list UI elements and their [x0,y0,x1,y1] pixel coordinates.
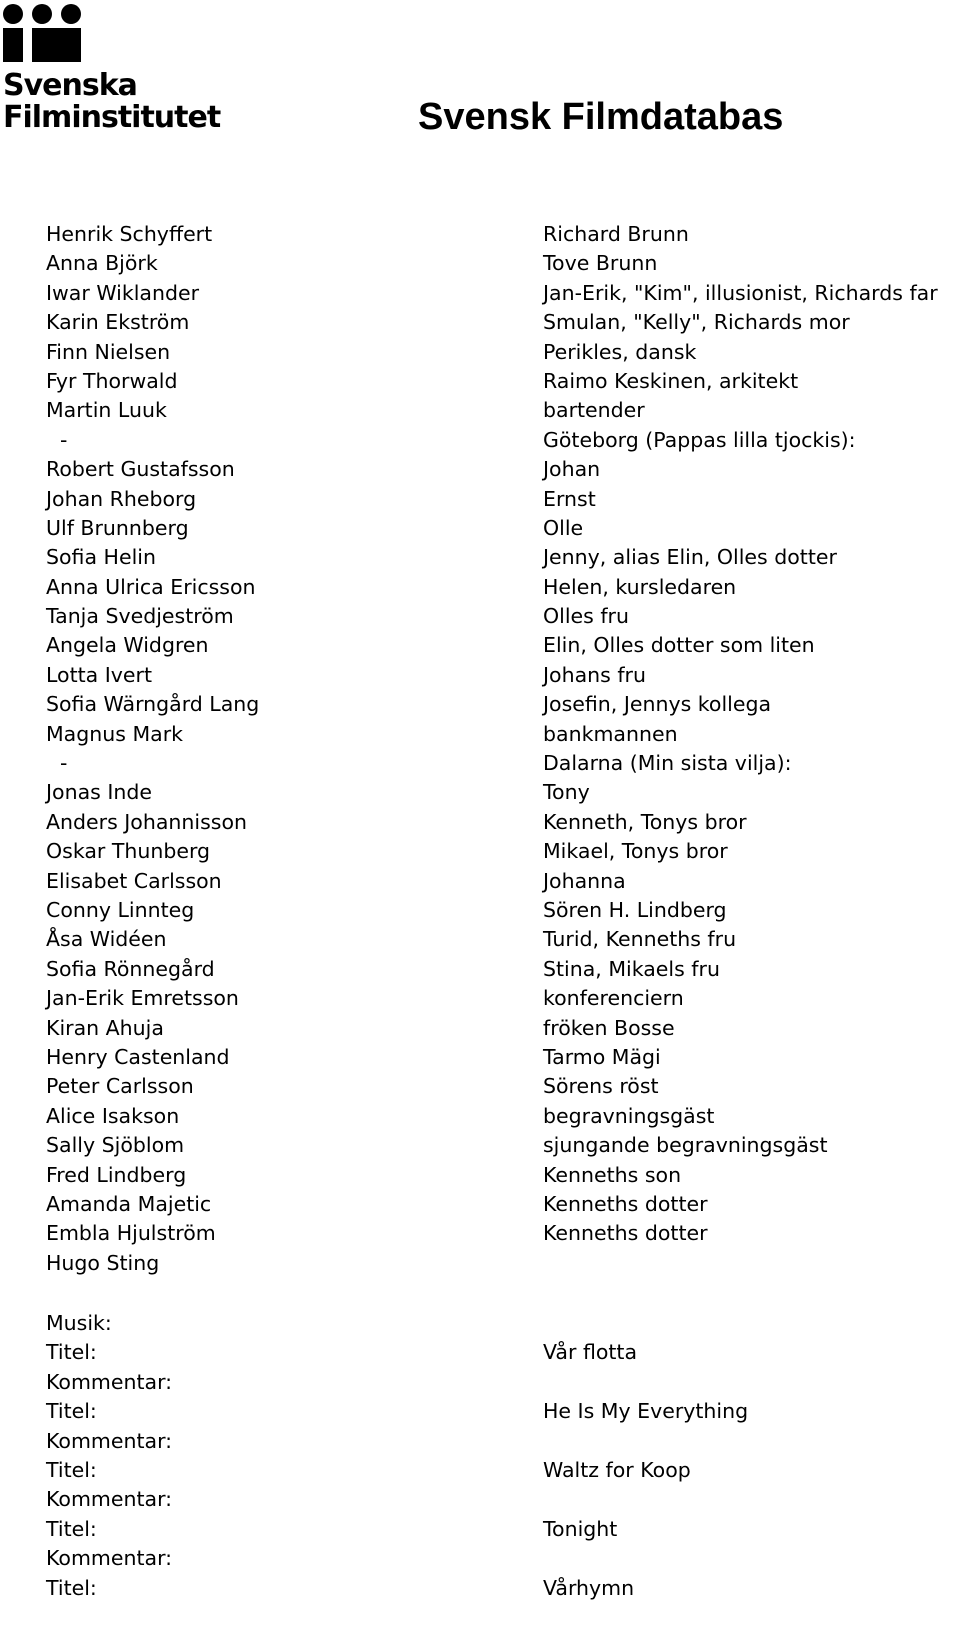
cast-row [0,778,960,807]
role-name: Ernst [543,486,596,511]
actor-name: Karin Ekström [46,310,190,335]
cast-row [0,661,960,690]
role-name: Turid, Kenneths fru [543,927,737,952]
segment-heading: Göteborg (Pappas lilla tjockis): [543,427,856,452]
track-title-label: Titel: [46,1340,97,1365]
role-name: Elin, Olles dotter som liten [543,633,815,658]
cast-row [0,514,960,543]
track-comment-label: Kommentar: [46,1487,173,1512]
actor-name: Robert Gustafsson [46,457,235,482]
role-name: begravningsgäst [543,1103,715,1128]
actor-name: Sally Sjöblom [46,1133,185,1158]
track-title: Vårhymn [543,1575,635,1600]
track-title-label: Titel: [46,1575,97,1600]
cast-row [0,1014,960,1043]
cast-row [0,1219,960,1248]
cast-row [0,455,960,484]
segment-divider-dash: - [60,427,68,452]
music-track [0,1338,960,1397]
actor-name: Sofia Rönnegård [46,956,215,981]
actor-name: Ulf Brunnberg [46,515,189,540]
actor-name: Martin Luuk [46,398,167,423]
music-track [0,1397,960,1456]
role-name: Tarmo Mägi [543,1044,661,1069]
cast-row [0,749,960,778]
actor-name: Magnus Mark [46,721,183,746]
cast-row [0,925,960,954]
cast-row [0,1249,960,1278]
role-name: Olles fru [543,604,629,629]
actor-name: Tanja Svedjeström [46,604,234,629]
music-heading: Musik: [46,1311,112,1335]
actor-name: Fyr Thorwald [46,368,178,393]
cast-row [0,573,960,602]
cast-row [0,543,960,572]
role-name: Sörens röst [543,1074,659,1099]
cast-row [0,602,960,631]
actor-name: Anna Björk [46,251,158,276]
actor-name: Elisabet Carlsson [46,868,222,893]
cast-row [0,367,960,396]
segment-divider-dash: - [60,751,68,776]
cast-row [0,1102,960,1131]
actor-name: Iwar Wiklander [46,280,200,305]
actor-name: Finn Nielsen [46,339,171,364]
actor-name: Lotta Ivert [46,662,153,687]
music-track [0,1515,960,1574]
actor-name: Henrik Schyffert [46,222,213,246]
actor-name: Sofia Helin [46,545,156,570]
actor-name: Åsa Widéen [46,927,167,952]
actor-name: Jan-Erik Emretsson [46,986,239,1011]
cast-row [0,426,960,455]
actor-name: Anna Ulrica Ericsson [46,574,256,599]
logo-line-1: Svenska [3,68,137,103]
actor-name: Amanda Majetic [46,1191,212,1216]
role-name: Kenneth, Tonys bror [543,809,747,834]
role-name: Josefin, Jennys kollega [543,692,772,717]
cast-row [0,1190,960,1219]
role-name: Johan [543,457,601,482]
actor-name: Kiran Ahuja [46,1015,164,1040]
segment-heading: Dalarna (Min sista vilja): [543,751,792,776]
track-title: Vår flotta [543,1340,638,1365]
role-name: Perikles, dansk [543,339,697,364]
cast-row [0,690,960,719]
role-name: Mikael, Tonys bror [543,839,728,864]
actor-name: Fred Lindberg [46,1162,187,1187]
music-track-list [0,1338,960,1632]
actor-name: Henry Castenland [46,1044,230,1069]
track-title-label: Titel: [46,1516,97,1541]
role-name: Richard Brunn [543,222,689,246]
role-name: Tove Brunn [543,251,658,276]
actor-name: Alice Isakson [46,1103,180,1128]
actor-name: Hugo Sting [46,1250,160,1275]
page-title: Svensk Filmdatabas [418,96,784,138]
cast-row [0,984,960,1013]
actor-name: Peter Carlsson [46,1074,194,1099]
music-track [0,1456,960,1515]
role-name: Stina, Mikaels fru [543,956,720,981]
role-name: Helen, kursledaren [543,574,737,599]
role-name: Raimo Keskinen, arkitekt [543,368,799,393]
cast-row [0,631,960,660]
cast-row [0,249,960,278]
cast-row [0,1161,960,1190]
cast-row [0,867,960,896]
track-comment-label: Kommentar: [46,1369,173,1394]
logo-line-2: Filminstitutet [3,100,221,135]
role-name: Kenneths dotter [543,1221,708,1246]
role-name: Jan-Erik, "Kim", illusionist, Richards far [543,280,938,305]
cast-row [0,220,960,249]
role-name: Jenny, alias Elin, Olles dotter [543,545,837,570]
cast-row [0,1043,960,1072]
role-name: Smulan, "Kelly", Richards mor [543,310,850,335]
cast-row [0,338,960,367]
role-name: Sören H. Lindberg [543,897,727,922]
role-name: Kenneths son [543,1162,682,1187]
role-name: bartender [543,398,645,423]
role-name: sjungande begravningsgäst [543,1133,828,1158]
cast-row [0,955,960,984]
logo-wordmark [3,70,220,134]
cast-row [0,308,960,337]
role-name: konferenciern [543,986,684,1011]
cast-row [0,720,960,749]
role-name: fröken Bosse [543,1015,675,1040]
role-name: Tony [543,780,590,805]
track-title: Tonight [543,1516,618,1541]
svenska-filminstitutet-logo [3,4,221,135]
cast-row [0,279,960,308]
cast-row [0,837,960,866]
actor-name: Angela Widgren [46,633,209,658]
role-name: Johanna [543,868,626,893]
role-name: Kenneths dotter [543,1191,708,1216]
actor-name: Anders Johannisson [46,809,247,834]
actor-name: Johan Rheborg [46,486,197,511]
actor-name: Oskar Thunberg [46,839,211,864]
cast-row [0,1131,960,1160]
cast-row [0,896,960,925]
track-comment-label: Kommentar: [46,1428,173,1453]
cast-row [0,808,960,837]
actor-name: Conny Linnteg [46,897,195,922]
cast-row [0,1072,960,1101]
actor-name: Sofia Wärngård Lang [46,692,260,717]
track-title: He Is My Everything [543,1399,749,1424]
track-comment-label: Kommentar: [46,1546,173,1571]
role-name: Olle [543,515,584,540]
logo-squares-icon [3,4,83,66]
cast-row [0,396,960,425]
track-title: Waltz for Koop [543,1457,691,1482]
role-name: Johans fru [543,662,646,687]
track-title-label: Titel: [46,1399,97,1424]
cast-list [0,220,960,1278]
track-title-label: Titel: [46,1457,97,1482]
role-name: bankmannen [543,721,678,746]
actor-name: Embla Hjulström [46,1221,216,1246]
music-track [0,1574,960,1632]
actor-name: Jonas Inde [46,780,153,805]
cast-row [0,485,960,514]
